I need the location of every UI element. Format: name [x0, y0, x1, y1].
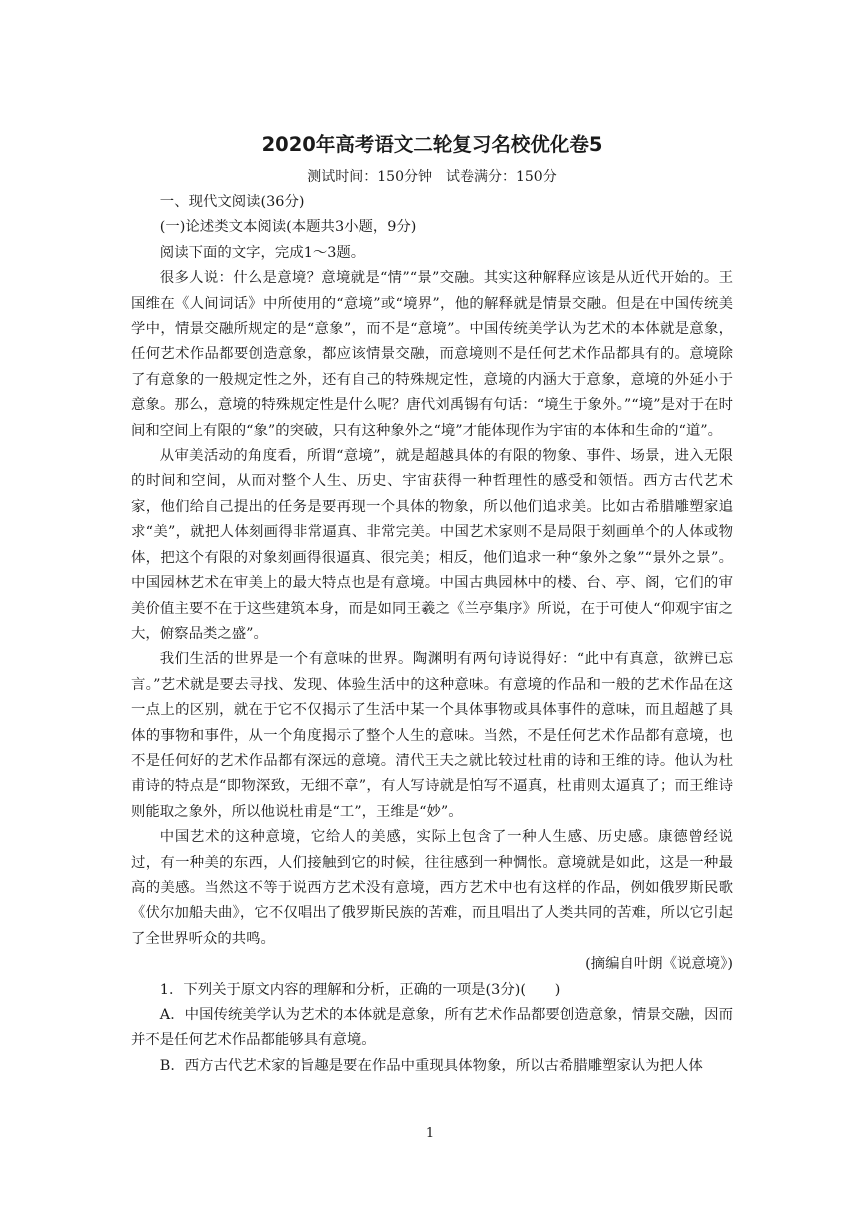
- option-b: B．西方古代艺术家的旨趣是要在作品中重现具体物象，所以古希腊雕塑家认为把人体: [159, 1057, 703, 1074]
- paragraph-2: 从审美活动的角度看，所谓“意境”，就是超越具体的有限的物象、事件、场景，进入无限的时间和空间，从而对整个人生、历史、宇宙获得一种哲理性的感受和领悟。西方古代艺术家，他们给自己提出的任务是要再现一个具体的物象，所以他们追求美。比如古希腊雕塑家追求“美”，就把人体刻画得非常逼真、非常完美。中国艺术家则不是局限于刻画单个的人体或物体，把这个有限的对象刻画得很逼真、很完美；相反，他们追求一种“象外之象”“景外之景”。中国园林艺术在审美上的最大特点也是有意境。中国古典园林中的楼、台、亭、阁，它们的审美价值主要不在于这些建筑本身，而是如同王羲之《兰亭集序》所说，在于可使人“仰观宇宙之大，俯察品类之盛”。: [131, 448, 733, 642]
- paragraph-1: 很多人说：什么是意境？意境就是“情”“景”交融。其实这种解释应该是从近代开始的。王国维在《人间词话》中所使用的“意境”或“境界”，他的解释就是情景交融。但是在中国传统美学中，情景交融所规定的是“意象”，而不是“意境”。中国传统美学认为艺术的本体就是意象，任何艺术作品都要创造意象，都应该情景交融，而意境则不是任何艺术作品都具有的。意境除了有意象的一般规定性之外，还有自己的特殊规定性，意境的内涵大于意象，意境的外延小于意象。那么，意境的特殊规定性是什么呢？唐代刘禹锡有句话：“境生于象外。”“境”是对于在时间和空间上有限的“象”的突破，只有这种象外之“境”才能体现作为宇宙的本体和生命的“道”。: [131, 270, 733, 439]
- page-content: [131, 130, 733, 1079]
- reading-instruction: 阅读下面的文字，完成1～3题。: [159, 244, 366, 261]
- page-number: 1: [425, 1126, 435, 1141]
- page-title: 2020年高考语文二轮复习名校优化卷5: [261, 133, 603, 156]
- question-1: 1．下列关于原文内容的理解和分析，正确的一项是(3分)( ): [159, 981, 561, 998]
- exam-meta: 测试时间：150分钟 试卷满分：150分: [307, 169, 557, 185]
- subsection-heading: (一)论述类文本阅读(本题共3小题，9分): [159, 219, 417, 236]
- paragraph-4: 中国艺术的这种意境，它给人的美感，实际上包含了一种人生感、历史感。康德曾经说过，有一种美的东西，人们接触到它的时候，往往感到一种惆怅。意境就是如此，这是一种最高的美感。当然这不等于说西方艺术没有意境，西方艺术中也有这样的作品，例如俄罗斯民歌《伏尔加船夫曲》，它不仅唱出了俄罗斯民族的苦难，而且唱出了人类共同的苦难，所以它引起了全世界听众的共鸣。: [131, 829, 733, 947]
- section-heading: 一、现代文阅读(36分): [159, 194, 305, 210]
- source-citation: (摘编自叶朗《说意境》): [585, 956, 733, 973]
- option-a: A．中国传统美学认为艺术的本体就是意象，所有艺术作品都要创造意象，情景交融，因而并不是任何艺术作品都能够具有意境。: [131, 1007, 733, 1049]
- paragraph-3: 我们生活的世界是一个有意味的世界。陶渊明有两句诗说得好：“此中有真意，欲辨已忘言。”艺术就是要去寻找、发现、体验生活中的这种意味。有意境的作品和一般的艺术作品在这一点上的区别，就在于它不仅揭示了生活中某一个具体事物或具体事件的意味，而且超越了具体的事物和事件，从一个角度揭示了整个人生的意味。当然，不是任何艺术作品都有意境，也不是任何好的艺术作品都有深远的意境。清代王夫之就比较过杜甫的诗和王维的诗。他认为杜甫诗的特点是“即物深致，无细不章”，有人写诗就是怕写不逼真，杜甫则太逼真了；而王维诗则能取之象外，所以他说杜甫是“工”，王维是“妙”。: [131, 651, 733, 820]
